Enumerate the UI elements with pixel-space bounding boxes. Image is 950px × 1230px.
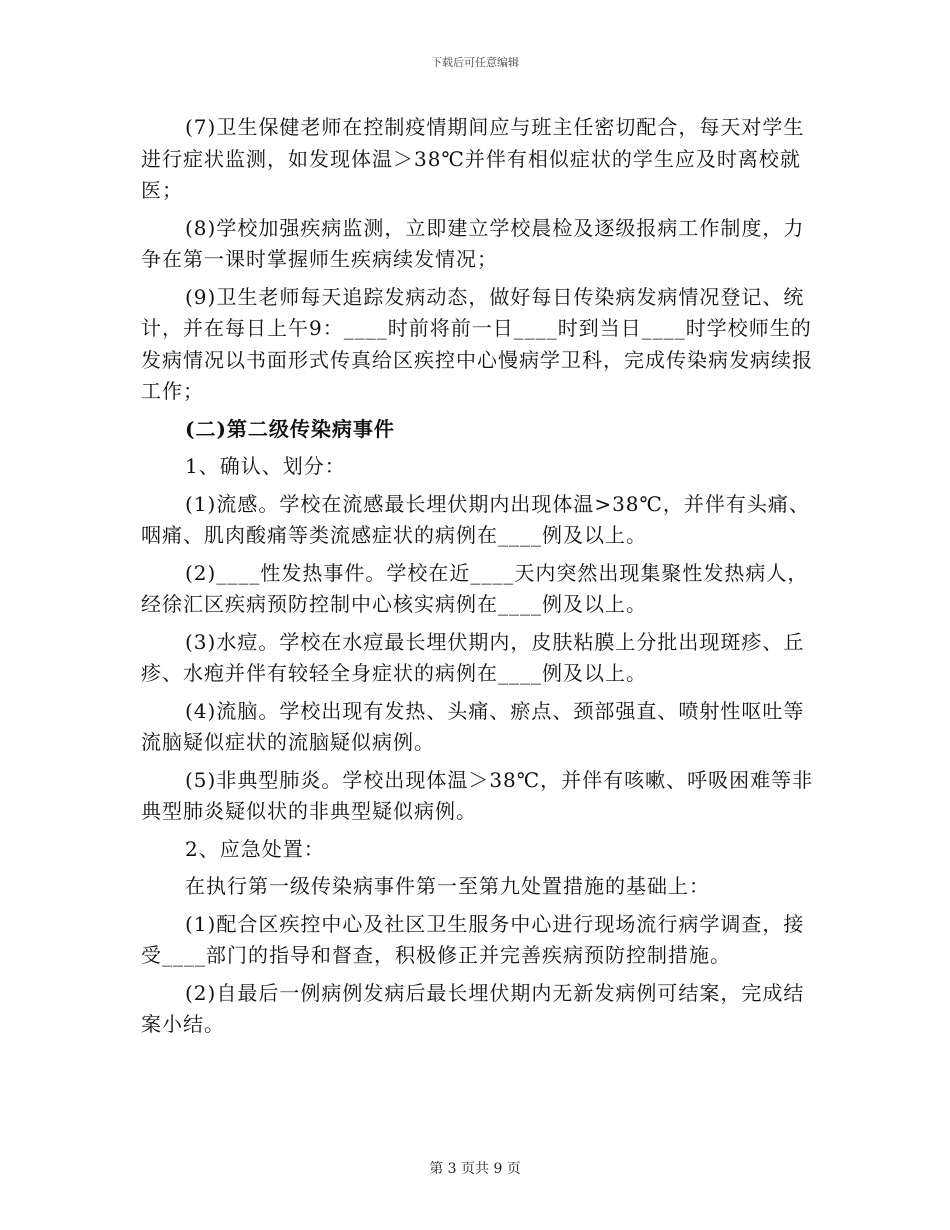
paragraph: (2)____性发热事件。学校在近____天内突然出现集聚性发热病人，经徐汇区疾病预防控制中心核实病例在____例及以上。: [141, 560, 809, 616]
subsection-heading: 1、确认、划分：: [185, 454, 346, 478]
section-heading: (二)第二级传染病事件: [185, 416, 395, 441]
document-body: [141, 112, 821, 1047]
paragraph: (1)配合区疾控中心及社区卫生服务中心进行现场流行病学调查，接受____部门的指导和督查，积极修正并完善疾病预防控制措施。: [141, 911, 805, 967]
paragraph: (2)自最后一例病例发病后最长埋伏期内无新发病例可结案，完成结案小结。: [141, 980, 805, 1036]
page-header: 下载后可任意编辑: [431, 56, 519, 69]
paragraph: 在执行第一级传染病事件第一至第九处置措施的基础上：: [185, 874, 710, 898]
paragraph: (1)流感。学校在流感最长埋伏期内出现体温>38℃，并伴有头痛、咽痛、肌肉酸痛等类流感症状的病例在____例及以上。: [141, 491, 810, 547]
paragraph: (7)卫生保健老师在控制疫情期间应与班主任密切配合，每天对学生进行症状监测，如发现体温＞38℃并伴有相似症状的学生应及时离校就医；: [141, 115, 805, 202]
paragraph: (8)学校加强疾病监测，立即建立学校晨检及逐级报病工作制度，力争在第一课时掌握师生疾病续发情况；: [141, 215, 805, 271]
paragraph: (5)非典型肺炎。学校出现体温＞38℃，并伴有咳嗽、呼吸困难等非典型肺炎疑似状的非典型疑似病例。: [141, 767, 814, 823]
paragraph: (4)流脑。学校出现有发热、头痛、瘀点、颈部强直、喷射性呕吐等流脑疑似症状的流脑疑似病例。: [141, 698, 805, 754]
page-footer: 第 3 页共 9 页: [429, 1161, 521, 1177]
subsection-heading: 2、应急处置：: [185, 836, 325, 861]
paragraph: (3)水痘。学校在水痘最长埋伏期内，皮肤粘膜上分批出现斑疹、丘疹、水疱并伴有较轻全身症状的病例在____例及以上。: [141, 629, 805, 685]
paragraph: (9)卫生老师每天追踪发病动态，做好每日传染病发病情况登记、统计，并在每日上午9：____时前将前一日____时到当日____时学校师生的发病情况以书面形式传真给区疾控中心慢病学卫科，完成传染病发病续报工作；: [141, 284, 813, 403]
